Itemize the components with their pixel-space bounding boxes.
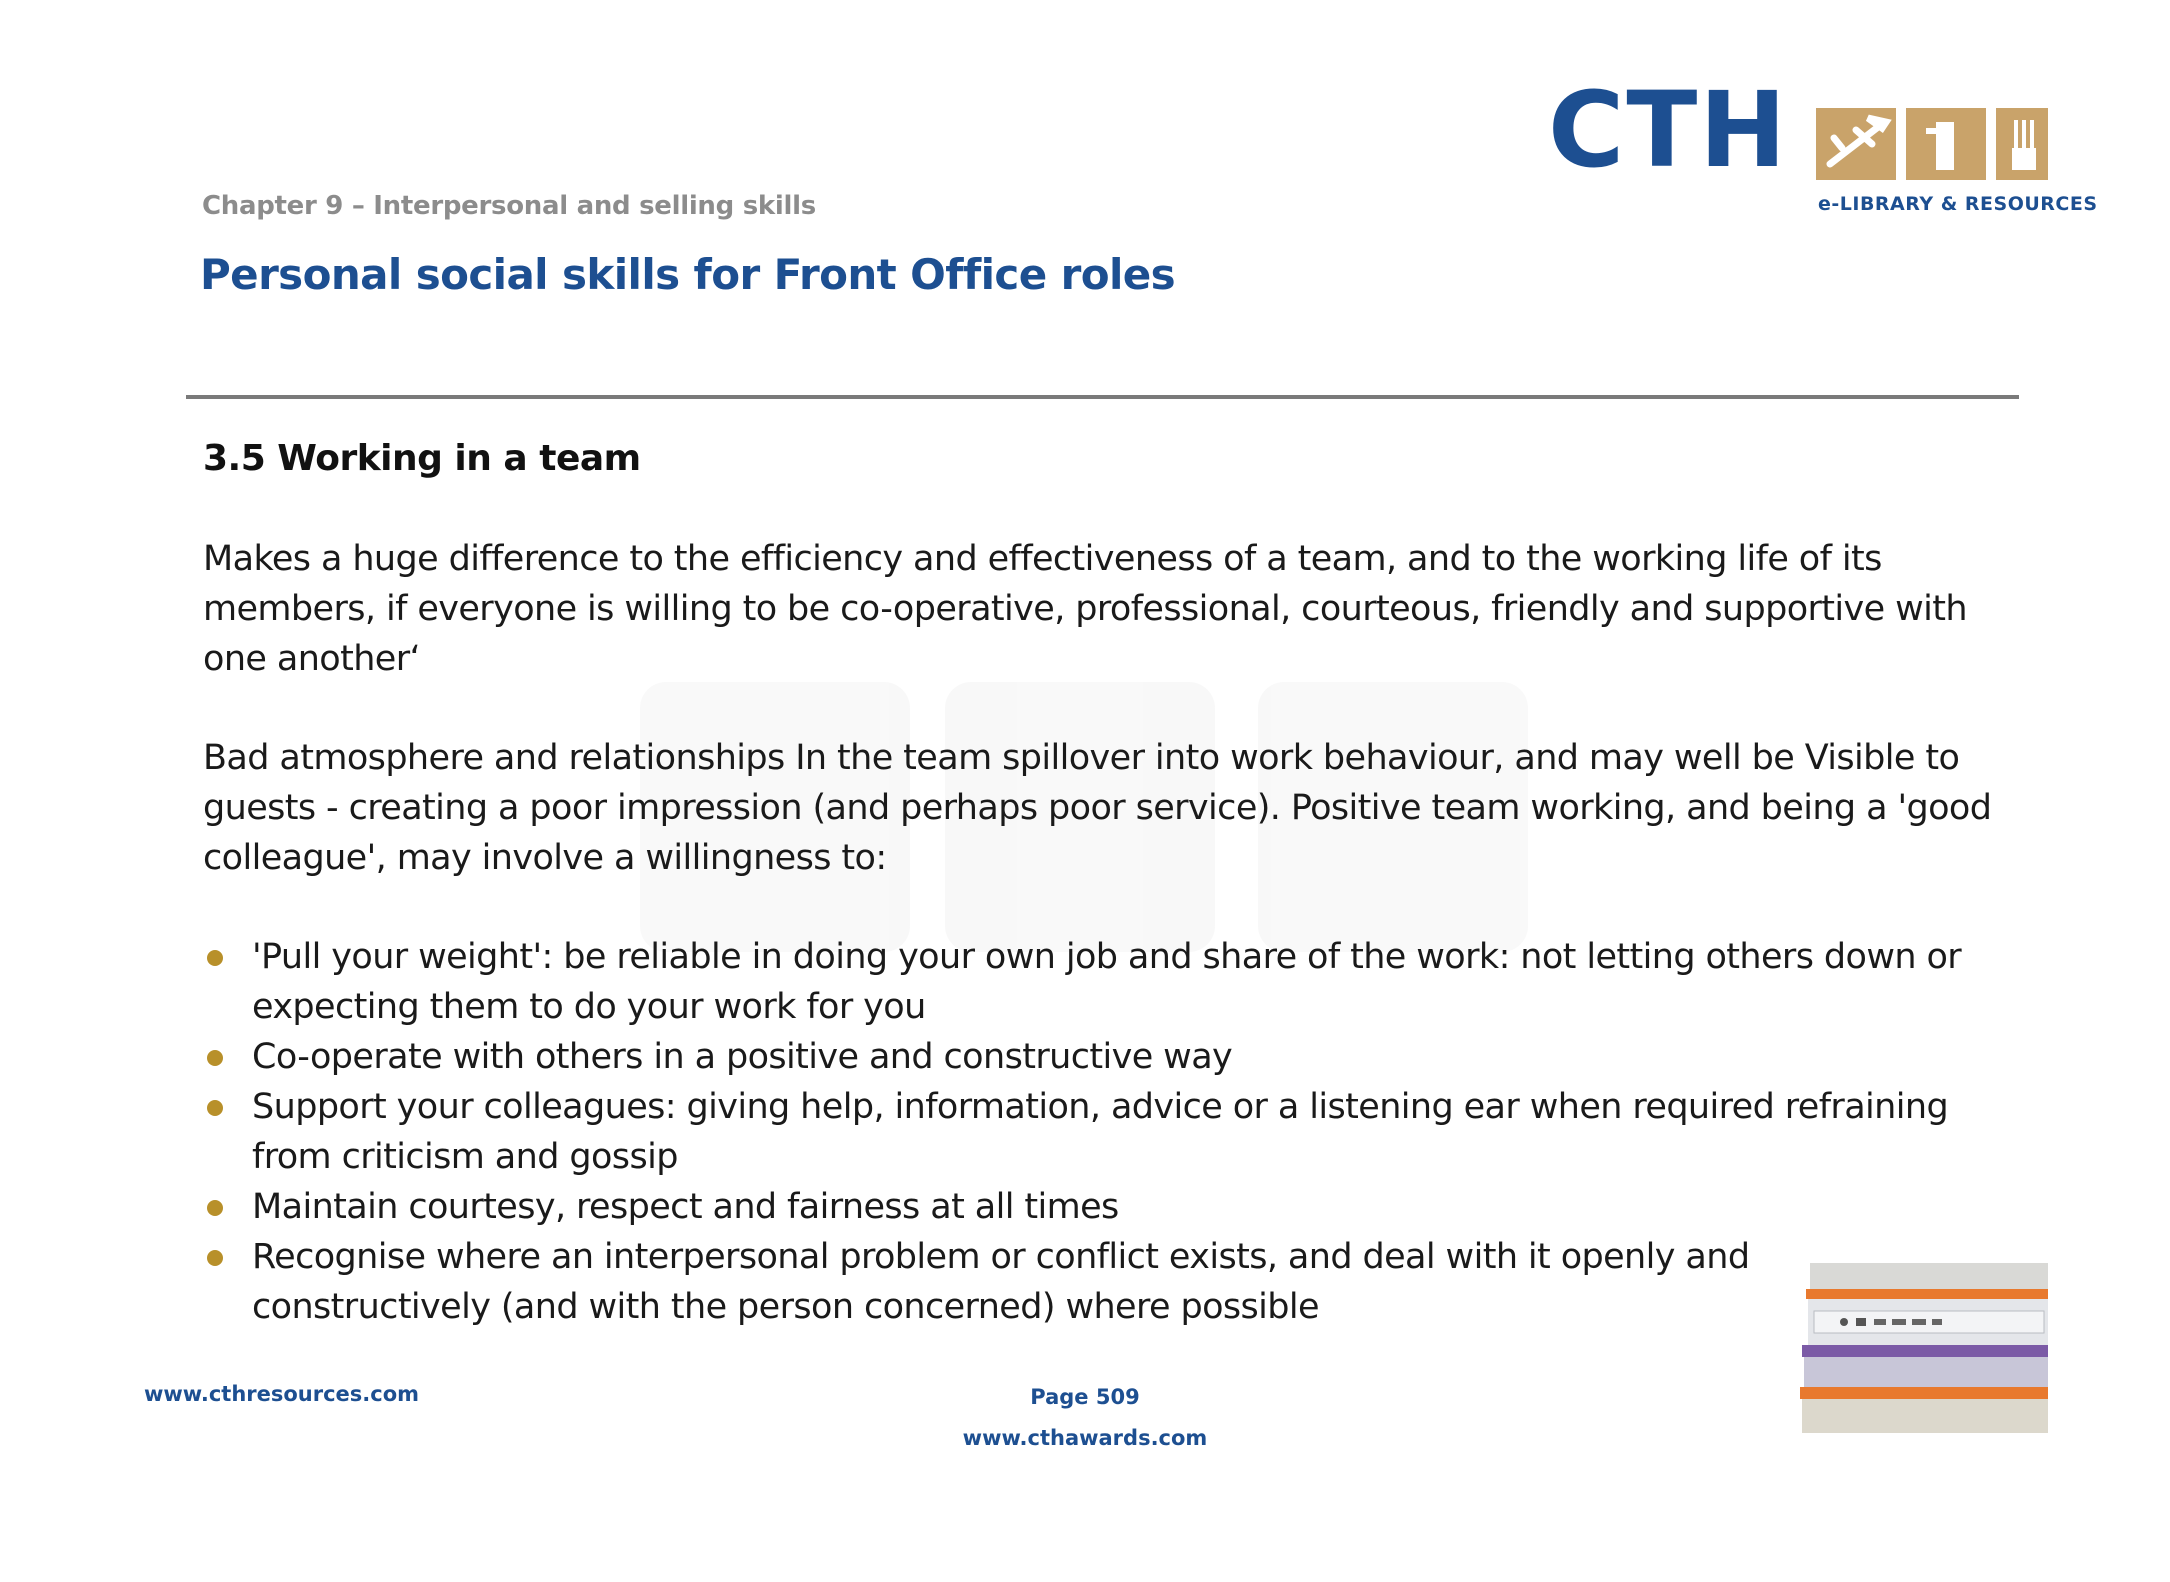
list-item [203, 1082, 1993, 1182]
paragraph: Bad atmosphere and relationships In the team spillover into work behaviour, and may well be Visible to guests - creating a poor impression (and perhaps poor service). Positive team working, and being a 'good colleague', may involve a willingness to: [203, 738, 1992, 878]
list-item-text: Maintain courtesy, respect and fairness at all times [252, 1187, 1119, 1227]
paragraph: Makes a huge difference to the efficiency and effectiveness of a team, and to the working life of its members, if everyone is willing to be co-operative, professional, courteous, friendly and supportive with one another‘ [203, 539, 1967, 679]
page-title: Personal social skills for Front Office roles [200, 250, 1176, 299]
footer-awards-link[interactable]: www.cthawards.com [962, 1426, 1208, 1450]
logo-subtitle: e-LIBRARY & RESOURCES [1818, 193, 2098, 215]
list-item-text: Support your colleagues: giving help, information, advice or a listening ear when required refraining from criticism and gossip [252, 1087, 1949, 1177]
section-heading: 3.5 Working in a team [203, 438, 641, 479]
logo-wordmark: CTH [1548, 69, 1789, 191]
bullet-dot-icon [207, 950, 223, 966]
airplane-icon [1816, 108, 1896, 180]
cth-logo [1548, 69, 2098, 220]
bullet-dot-icon [207, 1050, 223, 1066]
chapter-label: Chapter 9 – Interpersonal and selling skills [202, 191, 816, 221]
list-item-text: 'Pull your weight': be reliable in doing your own job and share of the work: not letting others down or expecting them to do your work for you [252, 937, 1962, 1027]
bullet-dot-icon [207, 1100, 223, 1116]
page-number: Page 509 [1030, 1385, 1140, 1409]
bullet-dot-icon [207, 1200, 223, 1216]
list-item [203, 1032, 1993, 1082]
list-item [203, 1182, 1993, 1232]
footer-resources-link[interactable]: www.cthresources.com [144, 1382, 420, 1406]
bullet-list [203, 932, 1993, 1332]
book-stack-image [1800, 1263, 2048, 1433]
list-item-text: Co-operate with others in a positive and constructive way [252, 1037, 1233, 1077]
fork-icon [1996, 108, 2048, 180]
list-item [203, 1232, 1993, 1332]
list-item-text: Recognise where an interpersonal problem or conflict exists, and deal with it openly and constructively (and with the person concerned) where possible [252, 1237, 1750, 1327]
bullet-dot-icon [207, 1250, 223, 1266]
header-divider [186, 395, 2019, 399]
list-item [203, 932, 1993, 1032]
building-icon [1906, 108, 1986, 180]
